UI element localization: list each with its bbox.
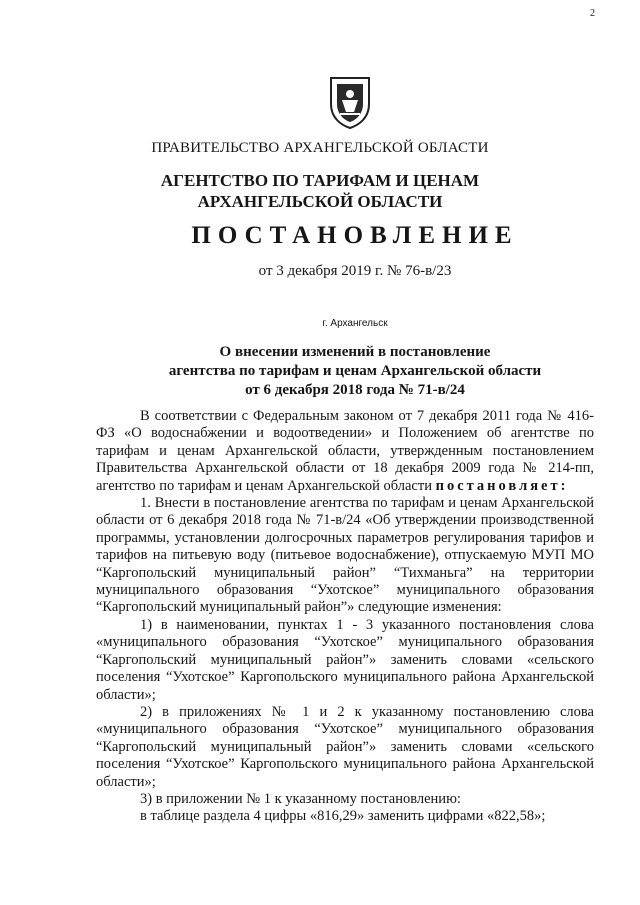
preamble-text: В соответствии с Федеральным законом от 7 декабря 2011 года № 416-ФЗ «О водоснабжении и водоотведении» и Положением об агентстве по тарифам и ценам Архангельской области, утвержденным постановлением Правительства Архангельской области от 18 декабря 2009 года № 214-пп, агентство по тарифам и ценам Архангельской области xyxy=(96,408,594,494)
subitem-3-paragraph: 3) в приложении № 1 к указанному постановлению: xyxy=(140,790,461,807)
coat-of-arms-emblem xyxy=(327,74,373,130)
resolves-word: постановляет: xyxy=(435,477,569,494)
government-name: ПРАВИТЕЛЬСТВО АРХАНГЕЛЬСКОЙ ОБЛАСТИ xyxy=(151,140,489,156)
document-type: ПОСТАНОВЛЕНИЕ xyxy=(191,222,519,249)
agency-name-line1: АГЕНТСТВО ПО ТАРИФАМ И ЦЕНАМ xyxy=(160,171,480,190)
subitem-2-paragraph: 2) в приложениях № 1 и 2 к указанному постановлению слова «муниципального образования “Ухотское” муниципального образования “Каргопольский муниципальный район”» заменить словами «сельского поселения “Ухотское” Каргопольского муниципального района Архангельской области»; xyxy=(96,703,594,790)
subitem-1-paragraph: 1) в наименовании, пунктах 1 - 3 указанного постановления слова «муниципального образования “Ухотское” муниципального образования “Каргопольский муниципальный район”» заменить словами «сельского поселения “Ухотское” Каргопольского муниципального района Архангельской области»; xyxy=(96,616,594,703)
document-subject xyxy=(0,343,640,400)
agency-name xyxy=(0,170,640,212)
page-number: 2 xyxy=(590,8,595,19)
document-city: г. Архангельск xyxy=(322,318,388,329)
document-date-number: от 3 декабря 2019 г. № 76-в/23 xyxy=(258,263,452,279)
subject-line3: от 6 декабря 2018 года № 71-в/24 xyxy=(245,382,465,398)
table-change-paragraph: в таблице раздела 4 цифры «816,29» заменить цифрами «822,58»; xyxy=(140,808,546,825)
preamble-paragraph xyxy=(96,408,594,495)
agency-name-line2: АРХАНГЕЛЬСКОЙ ОБЛАСТИ xyxy=(197,192,443,211)
subject-line1: О внесении изменений в постановление xyxy=(219,344,491,360)
item-1-paragraph: 1. Внести в постановление агентства по тарифам и ценам Архангельской области от 6 декабря 2018 года № 71-в/24 «Об утверждении производственной программы, установлении долгосрочных параметров регулирования тарифов и тарифов на питьевую воду (питьевое водоснабжение), отпускаемую МУП МО “Каргопольский муниципальный район” “Тихманьга” на территории муниципального образования “Ухотское” муниципального образования “Каргопольский муниципальный район”» следующие изменения: xyxy=(96,495,594,616)
subject-line2: агентства по тарифам и ценам Архангельской области xyxy=(168,363,542,379)
document-body xyxy=(96,408,594,826)
